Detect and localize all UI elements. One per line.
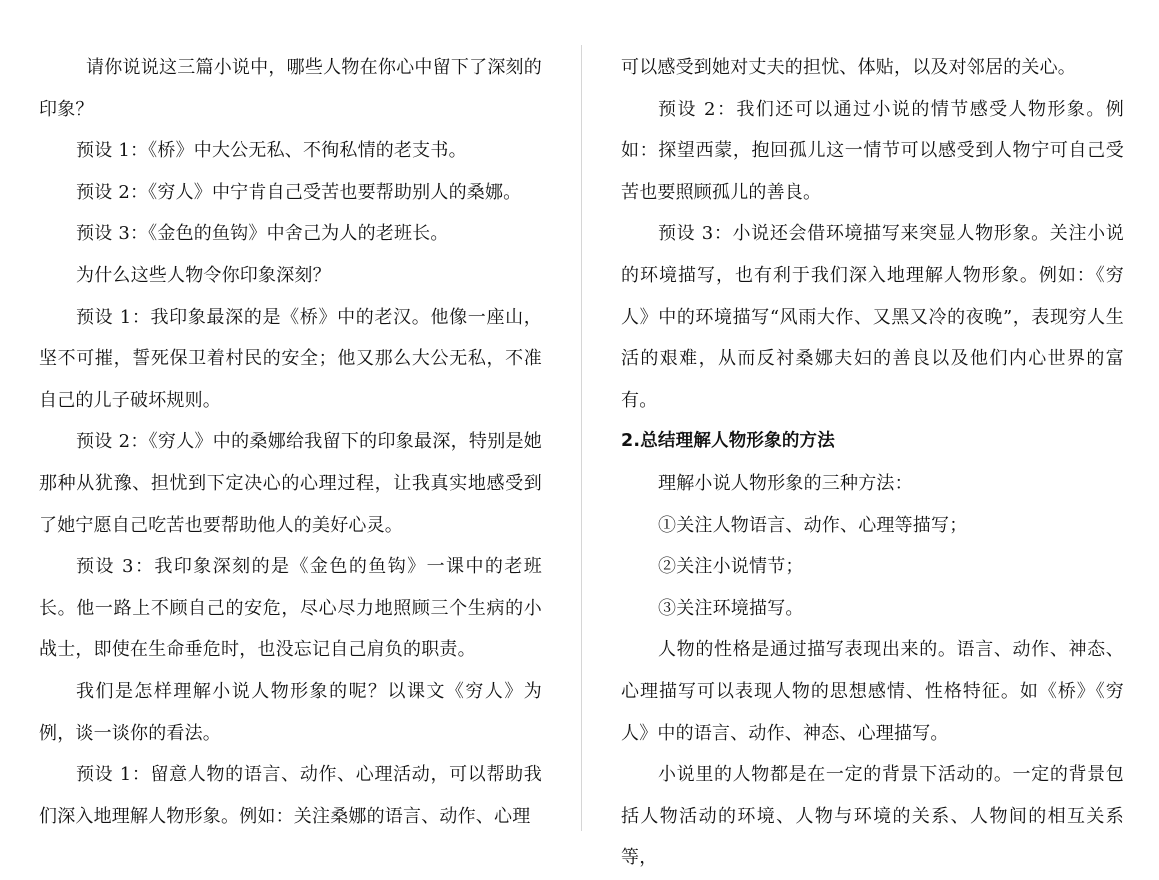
paragraph-question-impression: 请你说说这三篇小说中，哪些人物在你心中留下了深刻的印象？ (39, 57, 542, 120)
left-column (39, 47, 542, 837)
paragraph-answer-1: 预设 1：我印象最深的是《桥》中的老汉。他像一座山，坚不可摧，誓死保卫着村民的安全；他又那么大公无私，不准自己的儿子破坏规则。 (39, 306, 542, 411)
paragraph-preset-2: 预设 2：《穷人》中宁肯自己受苦也要帮助别人的桑娜。 (76, 181, 522, 203)
paragraph-answer-3: 预设 3：我印象深刻的是《金色的鱼钩》一课中的老班长。他一路上不顾自己的安危，尽心尽力地照顾三个生病的小战士，即使在生命垂危时，也没忘记自己肩负的职责。 (39, 556, 542, 661)
paragraph-question-how: 我们是怎样理解小说人物形象的呢？以课文《穷人》为例，谈一谈你的看法。 (39, 680, 542, 744)
paragraph-method-3: 预设 3：小说还会借环境描写来突显人物形象。关注小说的环境描写，也有利于我们深入地理解人物形象。例如：《穷人》中的环境描写“风雨大作、又黑又冷的夜晚”，表现穷人生活的艰难，从而反衬桑娜夫妇的善良以及他们内心世界的富有。 (621, 223, 1124, 411)
paragraph-preset-1: 预设 1：《桥》中大公无私、不徇私情的老支书。 (76, 140, 467, 162)
column-divider (581, 45, 582, 831)
right-column (621, 47, 1124, 879)
list-item-environment: ③关注环境描写。 (658, 597, 804, 619)
section-heading: 2.总结理解人物形象的方法 (621, 431, 835, 452)
paragraph-question-why: 为什么这些人物令你印象深刻？ (76, 264, 331, 286)
paragraph-method-2: 预设 2：我们还可以通过小说的情节感受人物形象。例如：探望西蒙，抱回孤儿这一情节可以感受到人物宁可自己受苦也要照顾孤儿的善良。 (621, 98, 1124, 203)
paragraph-continuation: 可以感受到她对丈夫的担忧、体贴，以及对邻居的关心。 (621, 57, 1076, 78)
paragraph-three-methods: 理解小说人物形象的三种方法： (658, 472, 913, 494)
paragraph-answer-2: 预设 2：《穷人》中的桑娜给我留下的印象最深，特别是她那种从犹豫、担忧到下定决心的心理过程，让我真实地感受到了她宁愿自己吃苦也要帮助他人的美好心灵。 (39, 431, 542, 536)
list-item-language: ①关注人物语言、动作、心理等描写； (658, 514, 968, 536)
paragraph-character-traits: 人物的性格是通过描写表现出来的。语言、动作、神态、心理描写可以表现人物的思想感情、性格特征。如《桥》《穷人》中的语言、动作、神态、心理描写。 (621, 639, 1124, 744)
paragraph-background: 小说里的人物都是在一定的背景下活动的。一定的背景包括人物活动的环境、人物与环境的关系、人物间的相互关系等， (621, 764, 1124, 869)
paragraph-preset-3: 预设 3：《金色的鱼钩》中舍己为人的老班长。 (76, 223, 449, 245)
list-item-plot: ②关注小说情节； (658, 556, 804, 578)
paragraph-method-1: 预设 1：留意人物的语言、动作、心理活动，可以帮助我们深入地理解人物形象。例如：关注桑娜的语言、动作、心理 (39, 764, 542, 827)
